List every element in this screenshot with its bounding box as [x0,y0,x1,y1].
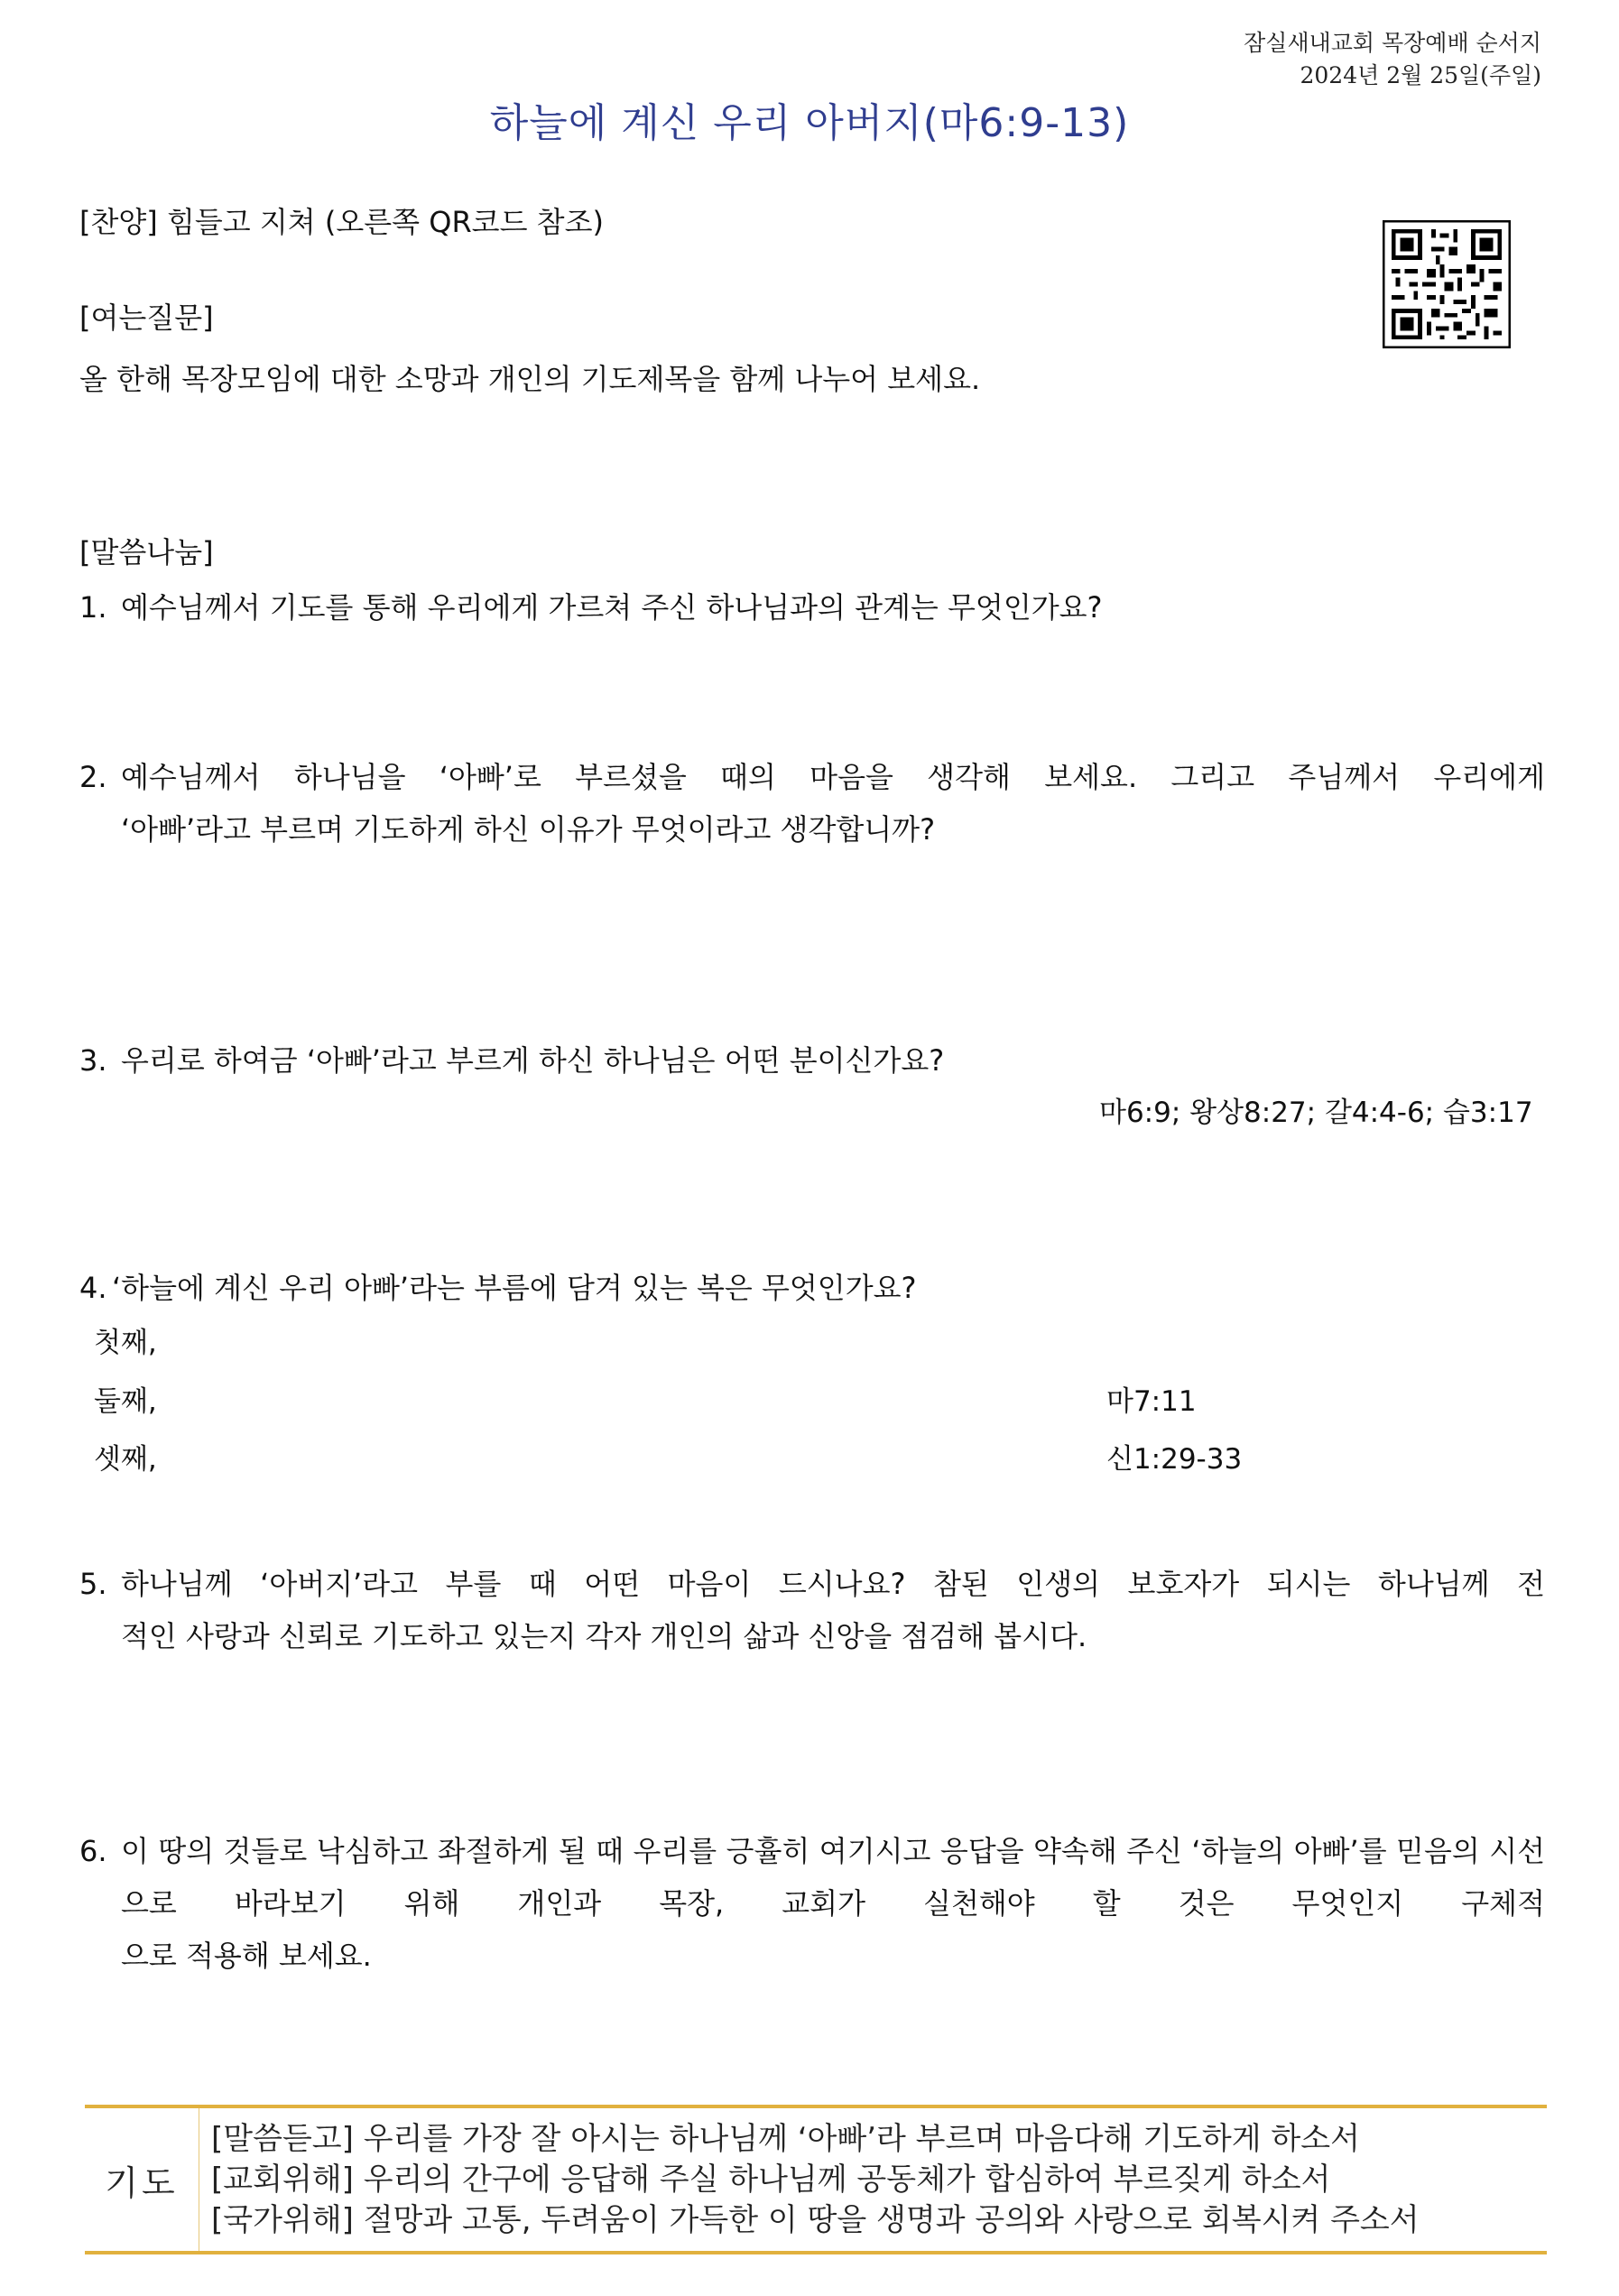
question-3-reference: 마6:9; 왕상8:27; 갈4:4-6; 습3:17 [1099,1097,1533,1129]
hymn-line: [찬양] 힘들고 지쳐 (오른쪽 QR코드 참조) [79,205,604,239]
prayer-lines [211,2119,1420,2241]
question-2-text [121,751,1545,856]
question-6-line-1: 이 땅의 것들로 낙심하고 좌절하게 될 때 우리를 긍휼히 여기시고 응답을 약속해 주신 ‘하늘의 [121,1834,1285,1868]
question-5-line-1: 하나님께 ‘아버지’라고 부를 때 어떤 마음이 드시나요? 참된 인생의 보호자가 되시는 하나님께 전 [121,1567,1545,1601]
prayer-box [85,2105,1547,2254]
page-title: 하늘에 계신 우리 아버지(마6:9-13) [489,100,1130,146]
question-5-line-2: 적인 사랑과 신뢰로 기도하고 있는지 각자 개인의 삶과 신앙을 점검해 봅시다. [121,1619,1087,1653]
question-1-text: 예수님께서 기도를 통해 우리에게 가르쳐 주신 하나님과의 관계는 무엇인가요? [121,590,1103,625]
prayer-line-word: [말씀듣고] 우리를 가장 잘 아시는 하나님께 ‘아빠’라 부르며 마음다해 기도하게 하소서 [211,2121,1360,2157]
opening-question-text: 올 한해 목장모임에 대한 소망과 개인의 기도제목을 함께 나누어 보세요. [79,362,981,396]
service-date: 2024년 2월 25일(주일) [1300,62,1541,88]
question-number: 3. [79,1043,107,1078]
question-6-line-2: 아빠’를 믿음의 시선으로 바라보기 위해 개인과 목장, 교회가 실천해야 할 것은 무엇인지 구체적 [121,1834,1546,1921]
blessing-item-reference: 마7:11 [1106,1385,1197,1418]
question-number: 6. [79,1834,107,1868]
blessing-item-reference: 신1:29-33 [1106,1443,1243,1476]
question-6-line-3: 으로 적용해 보세요. [121,1939,372,1973]
bulletin-header [1244,27,1541,92]
question-3-text: 우리로 하여금 ‘아빠’라고 부르게 하신 하나님은 어떤 분이신가요? [121,1043,945,1078]
church-name: 잠실새내교회 목장예배 순서지 [1244,30,1541,56]
question-6-text [121,1825,1545,1982]
qr-code-icon[interactable] [1383,220,1511,348]
question-5-text [121,1558,1545,1662]
blessing-item-label: 첫째, [94,1327,157,1359]
question-number: 1. [79,590,107,625]
prayer-line-nation: [국가위해] 절망과 고통, 두려움이 가득한 이 땅을 생명과 공의와 사랑으로 회복시켜 주소서 [211,2202,1420,2238]
blessing-item-label: 둘째, [94,1385,157,1418]
prayer-line-church: [교회위해] 우리의 간구에 응답해 주실 하나님께 공동체가 합심하여 부르짖게 하소서 [211,2162,1331,2198]
question-2-line-2: ‘아빠’라고 부르며 기도하게 하신 이유가 무엇이라고 생각합니까? [121,812,936,847]
opening-question-label: [여는질문] [79,301,214,335]
question-2-line-1: 예수님께서 하나님을 ‘아빠’로 부르셨을 때의 마음을 생각해 보세요. 그리고 주님께서 우리에게 [121,760,1545,794]
question-4-text: ‘하늘에 계신 우리 아빠’라는 부름에 담겨 있는 복은 무엇인가요? [112,1271,917,1305]
question-number: 4. [79,1271,107,1305]
prayer-label: 기도 [105,2162,179,2203]
word-sharing-label: [말씀나눔] [79,535,214,569]
blessing-item-label: 셋째, [94,1443,157,1476]
question-number: 2. [79,760,107,794]
question-number: 5. [79,1567,107,1601]
